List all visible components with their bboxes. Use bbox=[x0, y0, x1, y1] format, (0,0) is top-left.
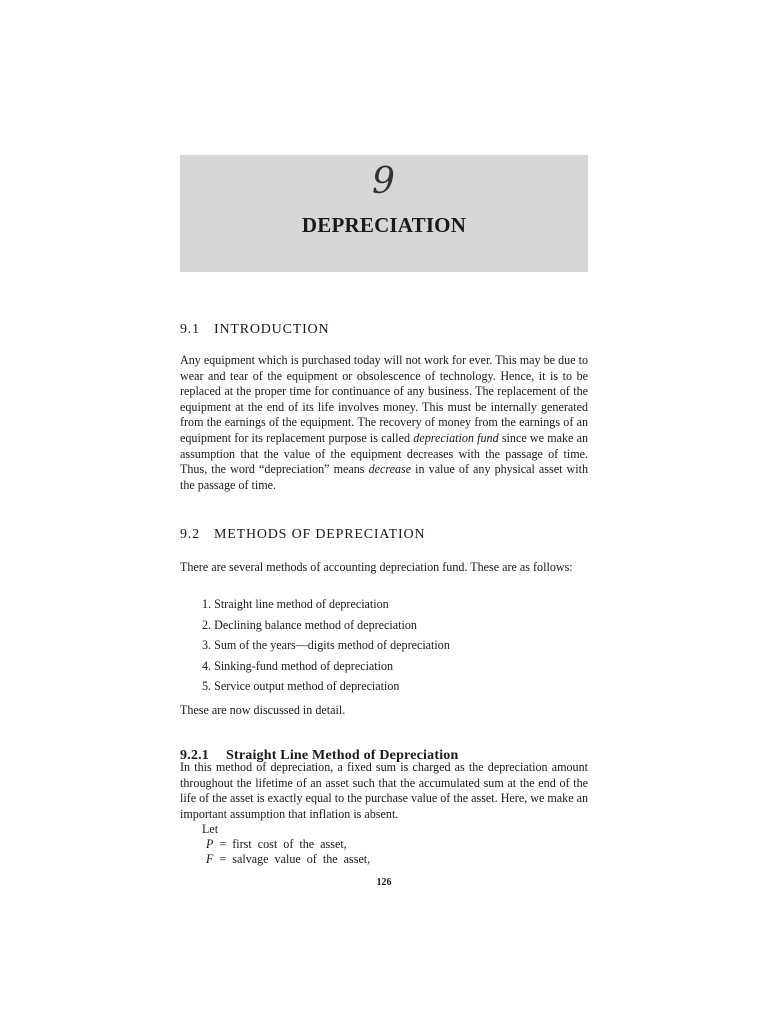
list-item: 1. Straight line method of depreciation bbox=[202, 597, 389, 611]
emphasized-term: depreciation fund bbox=[413, 430, 499, 445]
section-heading-methods bbox=[180, 527, 425, 543]
list-item: 4. Sinking-fund method of depreciation bbox=[202, 658, 394, 673]
section-title: INTRODUCTION bbox=[214, 322, 330, 337]
introduction-paragraph bbox=[180, 353, 588, 493]
subsection-title: Straight Line Method of Depreciation bbox=[226, 748, 459, 763]
definition-symbol: P bbox=[206, 837, 214, 851]
chapter-number: 9 bbox=[372, 161, 396, 202]
list-item: 3. Sum of the years—digits method of depreciation bbox=[202, 638, 450, 653]
section-number: 9.2 bbox=[180, 527, 200, 542]
book-page bbox=[180, 155, 589, 888]
let-label: Let bbox=[202, 822, 219, 836]
definition-text: = first cost of the asset, bbox=[219, 837, 347, 851]
definition-row bbox=[206, 852, 370, 868]
methods-list bbox=[202, 597, 450, 700]
section-heading-introduction bbox=[180, 322, 329, 338]
paragraph-text: in value of any physical asset with the passage of time. bbox=[180, 462, 589, 492]
straight-line-paragraph: In this method of depreciation, a fixed sum is charged as the depreciation amount throughout the lifetime of an asset such that the accumulated sum at the end of the life of the asset is exactly equal to the purchase value of the asset. Here, we make an important assumption that inflation is absent. bbox=[180, 760, 588, 821]
definition-row bbox=[206, 837, 347, 853]
subsection-number: 9.2.1 bbox=[180, 748, 209, 763]
methods-closing-paragraph: These are now discussed in detail. bbox=[180, 703, 346, 717]
page-number: 126 bbox=[376, 877, 392, 888]
list-item: 5. Service output method of depreciation bbox=[202, 679, 400, 694]
definition-symbol: F bbox=[206, 852, 214, 866]
methods-intro-paragraph: There are several methods of accounting depreciation fund. These are as follows: bbox=[180, 560, 573, 574]
chapter-title: DEPRECIATION bbox=[301, 213, 467, 237]
section-title: METHODS OF DEPRECIATION bbox=[214, 527, 426, 542]
paragraph-text: since we make an assumption that the value of the equipment decreases with the passage of time. Thus, the word “depreciation” means bbox=[180, 430, 588, 477]
definition-text: = salvage value of the asset, bbox=[219, 852, 371, 866]
emphasized-term: decrease bbox=[368, 462, 412, 477]
section-number: 9.1 bbox=[180, 322, 200, 337]
paragraph-text: Any equipment which is purchased today will not work for ever. This may be due to wear and tear of the equipment or obsolescence of technology. Hence, it is to be replaced at the proper time for continuance of any business. The replacement of the equipment at the end of its life involves money. This must be internally generated from the earnings of the equipment. The recovery of money from the earnings of an equipment for its replacement purpose is called bbox=[180, 353, 588, 445]
chapter-header-box bbox=[180, 155, 588, 272]
list-item: 2. Declining balance method of depreciation bbox=[202, 617, 417, 632]
